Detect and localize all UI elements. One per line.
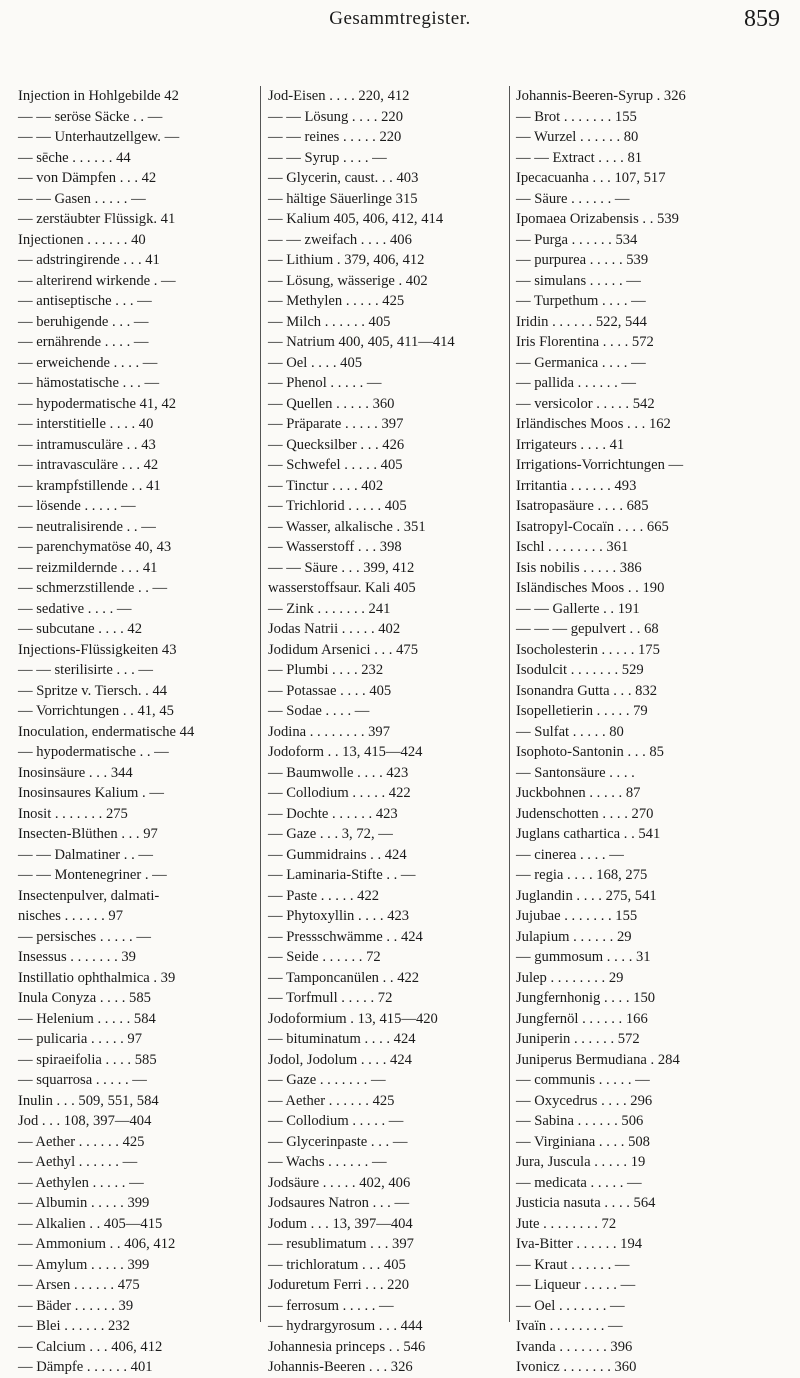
index-entry: Ivonicz . . . . . . . 360 (516, 1359, 637, 1375)
index-entry: — Dämpfe . . . . . . 401 (18, 1359, 153, 1375)
index-entry: — Phytoxyllin . . . . 423 (268, 908, 410, 924)
index-entry: — — seröse Säcke . . — (18, 108, 163, 125)
index-entry: — Helenium . . . . . 584 (18, 1010, 156, 1027)
index-entry: — intravasculäre . . . 42 (18, 457, 159, 473)
index-entry: — Gaze . . . . . . . — (268, 1072, 386, 1088)
index-entry: Jod-Eisen . . . . 220, 412 (268, 88, 410, 104)
index-entry: — Präparate . . . . . 397 (268, 416, 404, 432)
index-entry: Irrigateurs . . . . 41 (516, 436, 625, 453)
index-entry: Iris Florentina . . . . 572 (516, 334, 654, 350)
index-entry: — Methylen . . . . . 425 (268, 293, 405, 309)
index-entry: — — reines . . . . . 220 (268, 129, 402, 145)
index-entry: — reizmildernde . . . 41 (18, 559, 158, 576)
index-entry: — Gaze . . . 3, 72, — (268, 826, 393, 842)
index-entry: — Brot . . . . . . . 155 (516, 108, 637, 125)
column-divider (509, 86, 510, 1322)
index-entry: — medicata . . . . . — (516, 1174, 642, 1191)
index-entry: Irritantia . . . . . . 493 (516, 477, 637, 494)
index-entry: — versicolor . . . . . 542 (516, 395, 655, 412)
index-entry: — hämostatische . . . — (18, 375, 160, 391)
index-entry: Injections-Flüssigkeiten 43 (18, 641, 177, 658)
index-entry: Ivaïn . . . . . . . . — (516, 1318, 623, 1334)
index-entry: Jodas Natrii . . . . . 402 (268, 621, 401, 637)
index-entry: — communis . . . . . — (516, 1072, 650, 1088)
index-entry: — von Dämpfen . . . 42 (18, 170, 157, 186)
index-entry: — Wurzel . . . . . . 80 (516, 129, 639, 145)
index-entry: — interstitielle . . . . 40 (18, 416, 154, 432)
index-entry: — Glycerin, caust. . . 403 (268, 170, 419, 186)
index-entry: — Aethylen . . . . . — (18, 1174, 144, 1191)
page-number: 859 (744, 6, 780, 32)
index-entry: — antiseptische . . . — (18, 293, 152, 309)
index-entry: — Kalium 405, 406, 412, 414 (268, 211, 444, 227)
index-entry: Jodoform . . 13, 415—424 (268, 744, 423, 760)
index-columns (18, 86, 786, 1375)
index-entry: Juglandin . . . . 275, 541 (516, 887, 657, 904)
index-entry: Isodulcit . . . . . . . 529 (516, 662, 644, 678)
index-entry: — — zweifach . . . . 406 (268, 231, 412, 248)
page-header (0, 6, 800, 46)
index-entry: Iridin . . . . . . 522, 544 (516, 313, 647, 330)
index-entry: — gummosum . . . . 31 (516, 949, 651, 965)
index-entry: — Torfmull . . . . . 72 (268, 990, 393, 1006)
index-entry: — regia . . . . 168, 275 (516, 867, 648, 883)
index-entry: — — — gepulvert . . 68 (516, 621, 659, 637)
index-entry: Ipecacuanha . . . 107, 517 (516, 170, 666, 186)
index-entry: — Tinctur . . . . 402 (268, 477, 384, 494)
index-entry: — neutralisirende . . — (18, 518, 156, 535)
index-entry: — Oxycedrus . . . . 296 (516, 1092, 653, 1109)
index-entry: Isatropasäure . . . . 685 (516, 498, 649, 514)
index-entry: Jodsaures Natron . . . — (268, 1195, 410, 1211)
index-entry: — Aethyl . . . . . . — (18, 1154, 138, 1170)
index-entry: — cinerea . . . . — (516, 846, 624, 863)
index-entry: Inosinsäure . . . 344 (18, 764, 133, 781)
index-entry: — Säure . . . . . . — (516, 190, 630, 207)
index-entry: Inulin . . . 509, 551, 584 (18, 1092, 159, 1109)
index-entry: Juckbohnen . . . . . 87 (516, 785, 641, 801)
index-entry: Injection in Hohlgebilde 42 (18, 88, 179, 104)
index-entry: — Laminaria-Stifte . . — (268, 867, 416, 883)
index-entry: — Alkalien . . 405—415 (18, 1215, 163, 1232)
index-entry: — — Gallerte . . 191 (516, 600, 640, 617)
index-entry: Julapium . . . . . . 29 (516, 928, 632, 945)
index-entry: Isis nobilis . . . . . 386 (516, 559, 642, 576)
index-entry: — Bäder . . . . . . 39 (18, 1297, 134, 1314)
index-entry: — hypodermatische . . — (18, 744, 169, 760)
index-entry: Johannis-Beeren-Syrup . 326 (516, 88, 686, 104)
index-entry: — Virginiana . . . . 508 (516, 1133, 650, 1150)
index-column-1 (18, 86, 252, 1375)
index-entry: — — Montenegriner . — (18, 867, 167, 883)
index-entry: — lösende . . . . . — (18, 498, 136, 514)
index-entry: — — sterilisirte . . . — (18, 662, 153, 678)
index-entry: — Tamponcanülen . . 422 (268, 969, 420, 986)
index-entry: — beruhigende . . . — (18, 313, 149, 330)
index-entry: Isatropyl-Cocaïn . . . . 665 (516, 518, 669, 535)
index-entry: Julep . . . . . . . . 29 (516, 969, 624, 986)
index-entry: Irrigations-Vorrichtungen — (516, 457, 684, 473)
index-entry: — persisches . . . . . — (18, 928, 151, 945)
index-entry: — sēche . . . . . . 44 (18, 149, 131, 166)
index-column-2 (268, 86, 504, 1375)
index-entry: — Sodae . . . . — (268, 703, 370, 719)
index-entry: — hypodermatische 41, 42 (18, 395, 177, 412)
index-entry: — — Lösung . . . . 220 (268, 108, 403, 125)
index-entry: — Trichlorid . . . . . 405 (268, 498, 407, 514)
index-entry: Insecten-Blüthen . . . 97 (18, 826, 158, 842)
index-entry: — Paste . . . . . 422 (268, 887, 380, 904)
index-entry: — parenchymatöse 40, 43 (18, 539, 172, 555)
index-entry: — — Extract . . . . 81 (516, 149, 643, 166)
index-entry: — Milch . . . . . . 405 (268, 313, 391, 330)
index-entry: — Phenol . . . . . — (268, 375, 382, 391)
index-entry: Jodina . . . . . . . . 397 (268, 723, 391, 740)
index-entry: — Wasser, alkalische . 351 (268, 518, 426, 535)
index-entry: — Turpethum . . . . — (516, 293, 646, 309)
index-entry: Jura, Juscula . . . . . 19 (516, 1154, 646, 1170)
index-entry: — pallida . . . . . . — (516, 375, 636, 391)
index-entry: — Amylum . . . . . 399 (18, 1256, 150, 1273)
index-entry: — hältige Säuerlinge 315 (268, 190, 418, 207)
index-entry: — hydrargyrosum . . . 444 (268, 1318, 423, 1334)
index-column-3 (516, 86, 786, 1375)
index-entry: Juglans cathartica . . 541 (516, 826, 661, 842)
index-entry: Jungfernhonig . . . . 150 (516, 990, 656, 1006)
index-entry: — Pressschwämme . . 424 (268, 928, 423, 945)
index-entry: Jodum . . . 13, 397—404 (268, 1215, 413, 1232)
index-entry: nisches . . . . . . 97 (18, 908, 123, 924)
index-entry: — Germanica . . . . — (516, 354, 646, 371)
index-entry: — pulicaria . . . . . 97 (18, 1031, 143, 1047)
index-entry: — Purga . . . . . . 534 (516, 231, 638, 248)
index-entry: — — Dalmatiner . . — (18, 846, 153, 863)
index-entry: Ischl . . . . . . . . 361 (516, 539, 629, 555)
index-entry: — Collodium . . . . . — (268, 1113, 404, 1129)
running-title: Gesammtregister. (329, 8, 471, 29)
index-entry: — — Säure . . . 399, 412 (268, 559, 415, 576)
index-entry: Jodol, Jodolum . . . . 424 (268, 1051, 412, 1068)
index-entry: — ernährende . . . . — (18, 334, 149, 350)
index-entry: — Albumin . . . . . 399 (18, 1195, 150, 1211)
index-entry: — Arsen . . . . . . 475 (18, 1277, 140, 1293)
index-entry: Iva-Bitter . . . . . . 194 (516, 1236, 643, 1252)
index-entry: — alterirend wirkende . — (18, 272, 176, 289)
index-entry: — subcutane . . . . 42 (18, 621, 143, 637)
index-entry: Jodidum Arsenici . . . 475 (268, 641, 418, 658)
index-entry: Juniperin . . . . . . 572 (516, 1031, 640, 1047)
index-entry: — squarrosa . . . . . — (18, 1072, 147, 1088)
index-entry: — — Unterhautzellgew. — (18, 129, 180, 145)
index-entry: Judenschotten . . . . 270 (516, 805, 654, 822)
index-entry: — Aether . . . . . . 425 (18, 1133, 145, 1150)
index-entry: Inula Conyza . . . . 585 (18, 990, 151, 1006)
index-entry: wasserstoffsaur. Kali 405 (268, 580, 416, 596)
index-entry: Ivanda . . . . . . . 396 (516, 1338, 633, 1355)
index-entry: Isopelletierin . . . . . 79 (516, 703, 648, 719)
index-entry: Isländisches Moos . . 190 (516, 580, 665, 596)
index-entry: — Potassae . . . . 405 (268, 682, 392, 699)
index-entry: — spiraeifolia . . . . 585 (18, 1051, 157, 1068)
index-entry: Joduretum Ferri . . . 220 (268, 1277, 410, 1293)
index-entry: — Santonsäure . . . . (516, 764, 635, 781)
index-entry: — Seide . . . . . . 72 (268, 949, 381, 965)
index-entry: — Gummidrains . . 424 (268, 846, 407, 863)
index-entry: — Natrium 400, 405, 411—414 (268, 334, 455, 350)
index-entry: Insessus . . . . . . . 39 (18, 949, 136, 965)
index-entry: — Oel . . . . 405 (268, 354, 363, 371)
index-entry: — Sulfat . . . . . 80 (516, 723, 624, 740)
index-entry: — Spritze v. Tiersch. . 44 (18, 682, 168, 699)
index-entry: Johannesia princeps . . 546 (268, 1338, 426, 1355)
index-entry: — trichloratum . . . 405 (268, 1256, 406, 1273)
index-entry: Juniperus Bermudiana . 284 (516, 1051, 680, 1068)
index-entry: Ipomaea Orizabensis . . 539 (516, 211, 679, 227)
index-entry: — bituminatum . . . . 424 (268, 1031, 416, 1047)
index-entry: — Zink . . . . . . . 241 (268, 600, 391, 617)
index-entry: — Plumbi . . . . 232 (268, 662, 384, 678)
index-entry: — zerstäubter Flüssigk. 41 (18, 211, 176, 227)
index-entry: — — Gasen . . . . . — (18, 190, 146, 207)
index-entry: — Lithium . 379, 406, 412 (268, 252, 425, 268)
index-entry: Insectenpulver, dalmati- (18, 887, 160, 904)
index-entry: Justicia nasuta . . . . 564 (516, 1195, 656, 1211)
index-entry: Jute . . . . . . . . 72 (516, 1215, 617, 1232)
index-entry: — Glycerinpaste . . . — (268, 1133, 408, 1150)
index-entry: Instillatio ophthalmica . 39 (18, 969, 176, 986)
index-entry: — Wasserstoff . . . 398 (268, 539, 402, 555)
index-entry: — Liqueur . . . . . — (516, 1277, 636, 1293)
index-entry: — Collodium . . . . . 422 (268, 785, 411, 801)
index-entry: — intramusculäre . . 43 (18, 436, 156, 453)
index-entry: — Blei . . . . . . 232 (18, 1318, 130, 1334)
index-entry: — — Syrup . . . . — (268, 149, 387, 166)
index-entry: Jodsäure . . . . . 402, 406 (268, 1174, 411, 1191)
index-entry: Jodoformium . 13, 415—420 (268, 1010, 438, 1027)
index-entry: — Aether . . . . . . 425 (268, 1092, 395, 1109)
index-entry: Inosinsaures Kalium . — (18, 785, 164, 801)
index-entry: Johannis-Beeren . . . 326 (268, 1359, 413, 1375)
index-entry: — Ammonium . . 406, 412 (18, 1236, 176, 1252)
index-entry: — Baumwolle . . . . 423 (268, 764, 409, 781)
index-entry: Isonandra Gutta . . . 832 (516, 682, 658, 699)
index-entry: — krampfstillende . . 41 (18, 477, 161, 494)
index-entry: — sedative . . . . — (18, 600, 132, 617)
index-entry: — Wachs . . . . . . — (268, 1154, 387, 1170)
index-entry: — adstringirende . . . 41 (18, 252, 160, 268)
index-entry: Injectionen . . . . . . 40 (18, 231, 146, 248)
index-entry: Jungfernöl . . . . . . 166 (516, 1010, 648, 1027)
index-entry: Isocholesterin . . . . . 175 (516, 641, 660, 658)
index-entry: — Dochte . . . . . . 423 (268, 805, 398, 822)
index-entry: — Vorrichtungen . . 41, 45 (18, 703, 174, 719)
index-entry: — Quecksilber . . . 426 (268, 436, 405, 453)
index-entry: Isophoto-Santonin . . . 85 (516, 744, 664, 760)
index-entry: — purpurea . . . . . 539 (516, 252, 649, 268)
index-entry: — Oel . . . . . . . — (516, 1297, 625, 1314)
index-entry: — erweichende . . . . — (18, 354, 158, 371)
index-entry: Inoculation, endermatische 44 (18, 723, 195, 740)
column-divider (260, 86, 261, 1322)
index-entry: — Lösung, wässerige . 402 (268, 272, 428, 289)
index-entry: Jod . . . 108, 397—404 (18, 1113, 152, 1129)
index-entry: — Sabina . . . . . . 506 (516, 1113, 644, 1129)
index-entry: Jujubae . . . . . . . 155 (516, 908, 638, 924)
index-entry: — Schwefel . . . . . 405 (268, 457, 403, 473)
index-entry: Irländisches Moos . . . 162 (516, 416, 671, 432)
index-entry: — Kraut . . . . . . — (516, 1256, 630, 1273)
index-entry: — Calcium . . . 406, 412 (18, 1338, 163, 1355)
index-entry: — Quellen . . . . . 360 (268, 395, 395, 412)
index-entry: Inosit . . . . . . . 275 (18, 805, 128, 822)
index-entry: — resublimatum . . . 397 (268, 1236, 414, 1252)
index-entry: — simulans . . . . . — (516, 272, 641, 289)
index-entry: — schmerzstillende . . — (18, 580, 168, 596)
index-entry: — ferrosum . . . . . — (268, 1297, 394, 1314)
